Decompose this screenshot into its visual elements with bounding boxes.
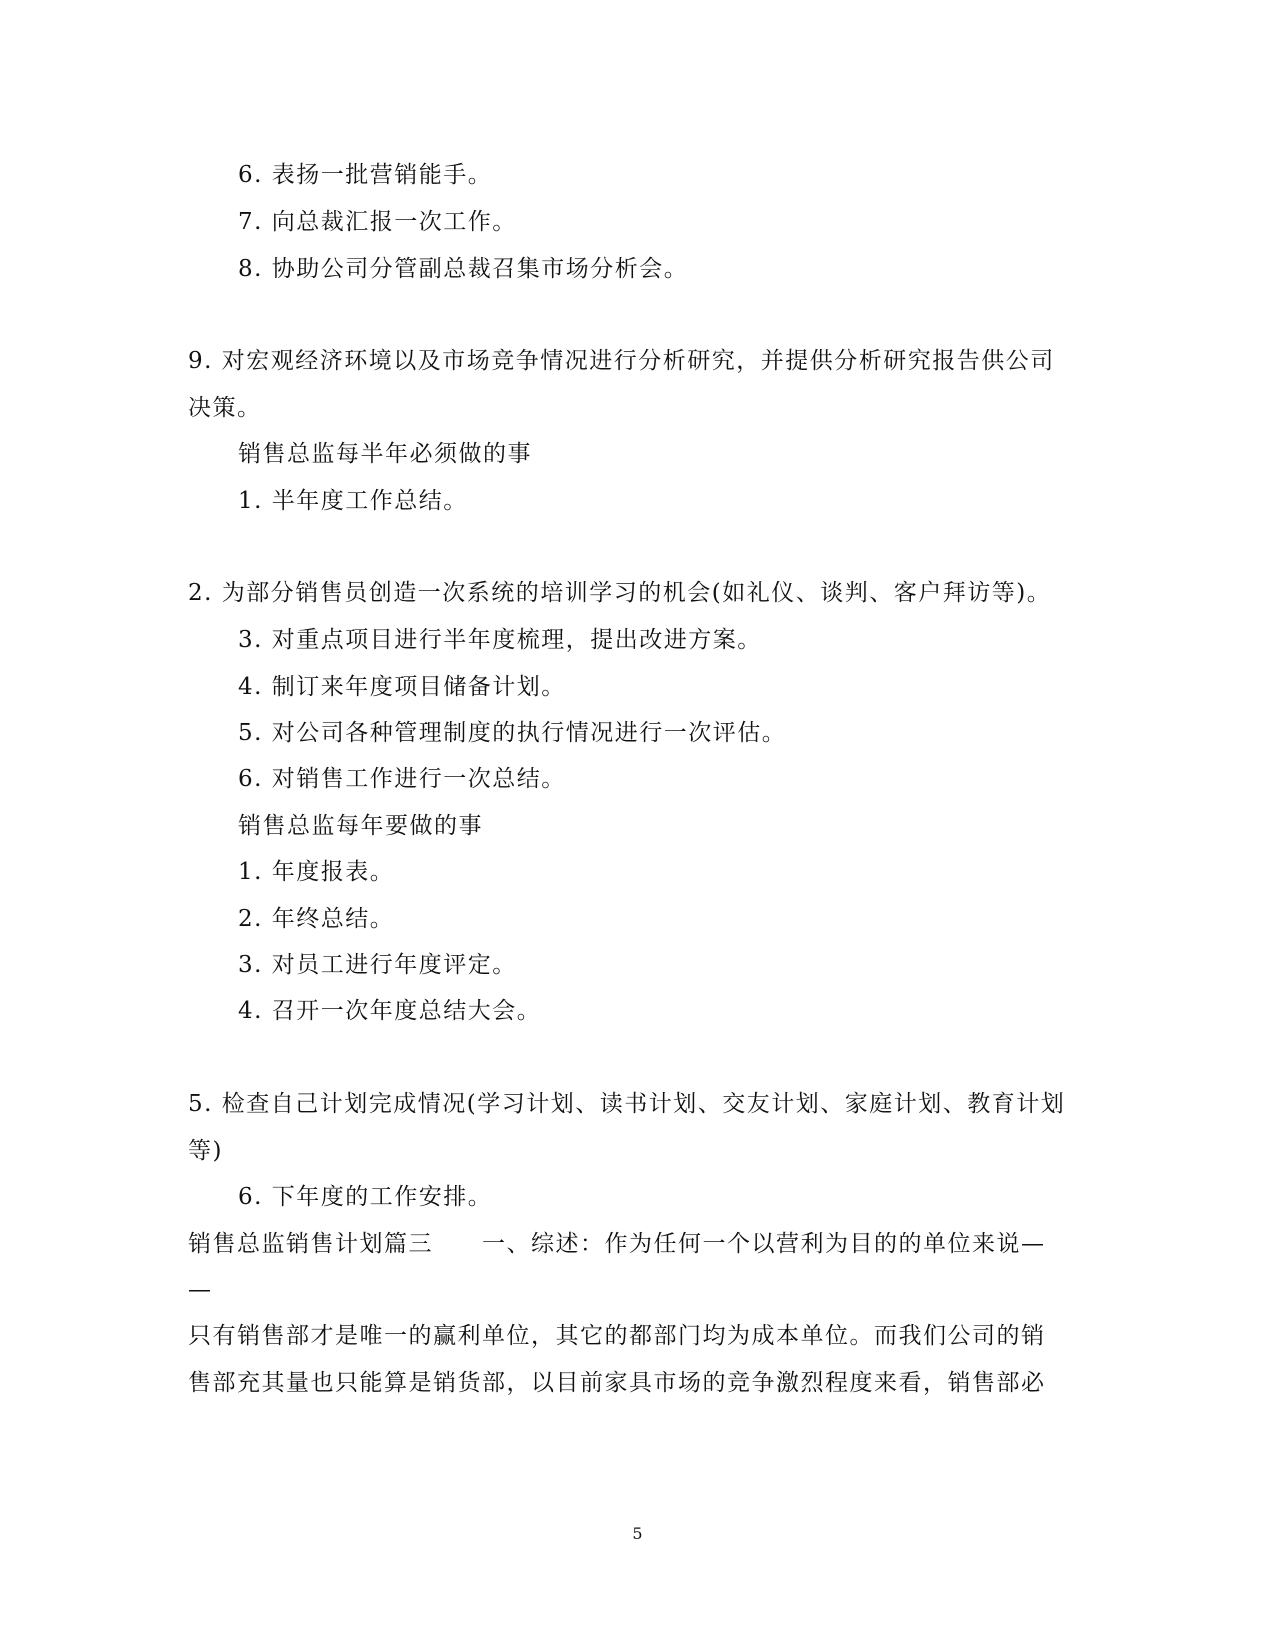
paragraph-line: 售部充其量也只能算是销货部，以目前家具市场的竞争激烈程度来看，销售部必 xyxy=(188,1370,1046,1396)
section-heading: 销售总监每半年必须做的事 xyxy=(238,441,532,467)
list-item: 1. 年度报表。 xyxy=(238,859,395,885)
paragraph-line: 决策。 xyxy=(188,395,262,421)
list-item: 1. 半年度工作总结。 xyxy=(238,488,468,514)
list-item: 6. 下年度的工作安排。 xyxy=(238,1184,493,1210)
list-item: 4. 制订来年度项目储备计划。 xyxy=(238,674,566,700)
list-item: 3. 对员工进行年度评定。 xyxy=(238,952,517,978)
paragraph-line: 2. 为部分销售员创造一次系统的培训学习的机会(如礼仪、谈判、客户拜访等)。 xyxy=(188,580,1052,606)
paragraph-line: 等) xyxy=(188,1138,223,1164)
list-item: 6. 表扬一批营销能手。 xyxy=(238,162,493,188)
list-item: 2. 年终总结。 xyxy=(238,906,395,932)
page-number: 5 xyxy=(632,1524,643,1543)
paragraph-line: — xyxy=(188,1277,213,1303)
list-item: 6. 对销售工作进行一次总结。 xyxy=(238,766,566,792)
paragraph-line: 9. 对宏观经济环境以及市场竞争情况进行分析研究，并提供分析研究报告供公司 xyxy=(188,348,1055,374)
section-heading: 销售总监每年要做的事 xyxy=(238,813,483,839)
paragraph-line: 5. 检查自己计划完成情况(学习计划、读书计划、交友计划、家庭计划、教育计划 xyxy=(188,1091,1066,1117)
paragraph-line: 销售总监销售计划篇三 一、综述：作为任何一个以营利为目的的单位来说— xyxy=(188,1231,1046,1257)
list-item: 8. 协助公司分管副总裁召集市场分析会。 xyxy=(238,256,689,282)
paragraph-line: 只有销售部才是唯一的赢利单位，其它的都部门均为成本单位。而我们公司的销 xyxy=(188,1323,1046,1349)
list-item: 7. 向总裁汇报一次工作。 xyxy=(238,209,517,235)
list-item: 3. 对重点项目进行半年度梳理，提出改进方案。 xyxy=(238,627,762,653)
list-item: 4. 召开一次年度总结大会。 xyxy=(238,998,542,1024)
list-item: 5. 对公司各种管理制度的执行情况进行一次评估。 xyxy=(238,720,787,746)
